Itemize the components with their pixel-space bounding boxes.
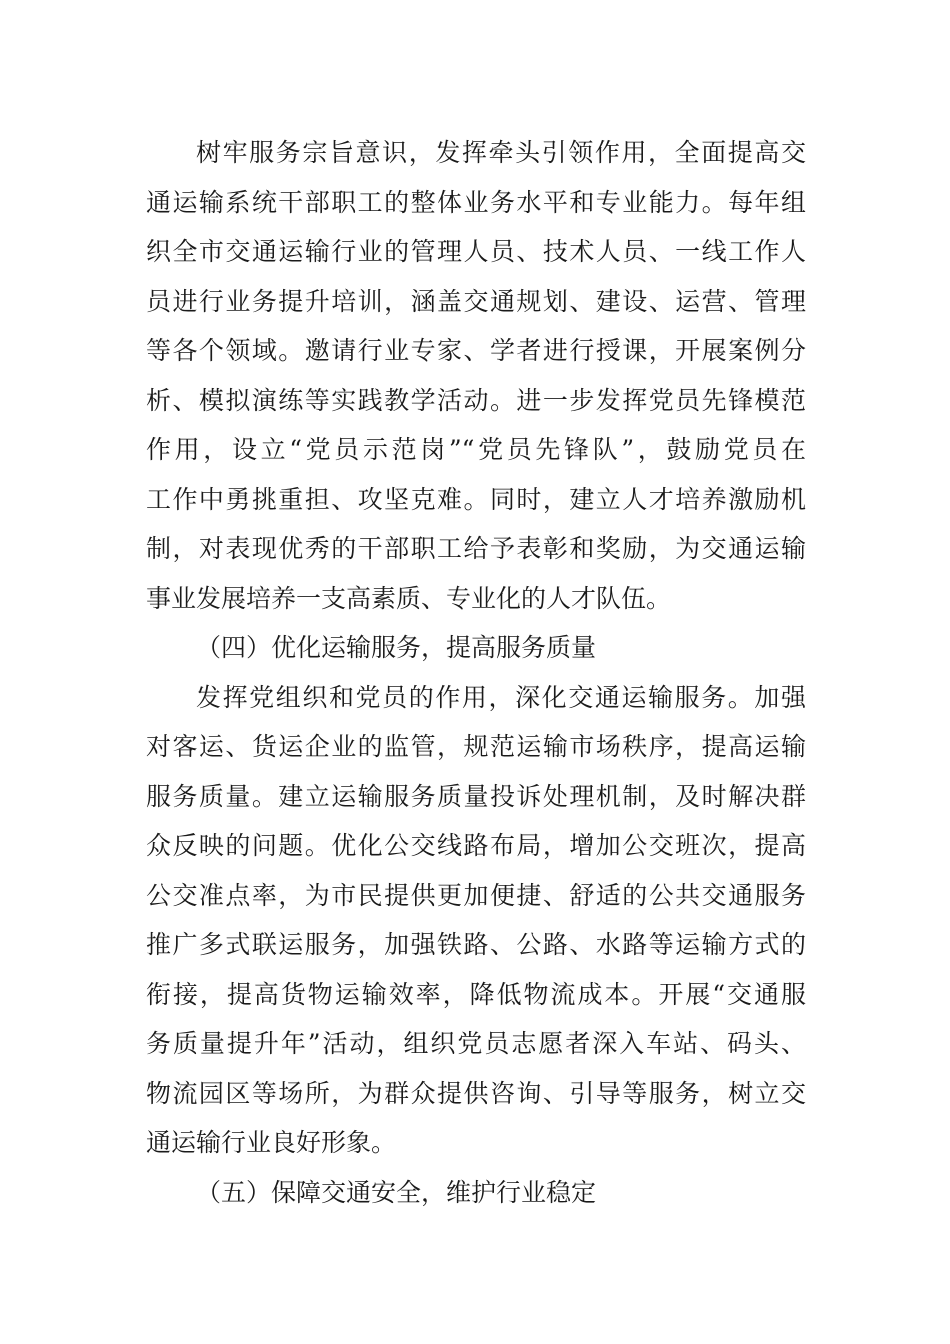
text-line: 工作中勇挑重担、攻坚克难。同时，建立人才培养激励机: [146, 484, 806, 514]
text-line: 织全市交通运输行业的管理人员、技术人员、一线工作人: [146, 237, 806, 266]
text-line: 通运输行业良好形象。: [146, 1128, 397, 1157]
section-heading-5: （五）保障交通安全，维护行业稳定: [196, 1177, 597, 1207]
text-line: 物流园区等场所，为群众提供咨询、引导等服务，树立交: [146, 1078, 806, 1108]
section-heading-4: （四）优化运输服务，提高服务质量: [196, 633, 597, 662]
text-line: 务质量提升年”活动，组织党员志愿者深入车站、码头、: [146, 1029, 806, 1058]
text-line: 公交准点率，为市民提供更加便捷、舒适的公共交通服务: [146, 880, 806, 910]
paragraph-talent-training: [146, 128, 806, 623]
text-line: 通运输系统干部职工的整体业务水平和专业能力。每年组: [146, 187, 806, 217]
text-line: 员进行业务提升培训，涵盖交通规划、建设、运营、管理: [146, 286, 806, 316]
text-line: 作用，设立“党员示范岗”“党员先锋队”，鼓励党员在: [146, 435, 806, 464]
text-line: 发挥党组织和党员的作用，深化交通运输服务。加强: [196, 682, 806, 712]
text-line: 众反映的问题。优化公交线路布局，增加公交班次，提高: [146, 831, 806, 860]
text-line: 事业发展培养一支高素质、专业化的人才队伍。: [146, 583, 672, 613]
text-line: 推广多式联运服务，加强铁路、公路、水路等运输方式的: [146, 930, 806, 959]
text-line: 树牢服务宗旨意识，发挥牵头引领作用，全面提高交: [196, 138, 806, 167]
text-line: 衔接，提高货物运输效率，降低物流成本。开展“交通服: [146, 979, 806, 1009]
text-line: 制，对表现优秀的干部职工给予表彰和奖励，为交通运输: [146, 534, 806, 563]
text-line: 析、模拟演练等实践教学活动。进一步发挥党员先锋模范: [146, 385, 806, 415]
text-line: 对客运、货运企业的监管，规范运输市场秩序，提高运输: [146, 732, 806, 761]
paragraph-transport-service: [146, 673, 806, 1168]
text-line: 服务质量。建立运输服务质量投诉处理机制，及时解决群: [146, 781, 806, 811]
text-line: 等各个领域。邀请行业专家、学者进行授课，开展案例分: [146, 336, 806, 365]
document-body: [146, 128, 806, 1217]
